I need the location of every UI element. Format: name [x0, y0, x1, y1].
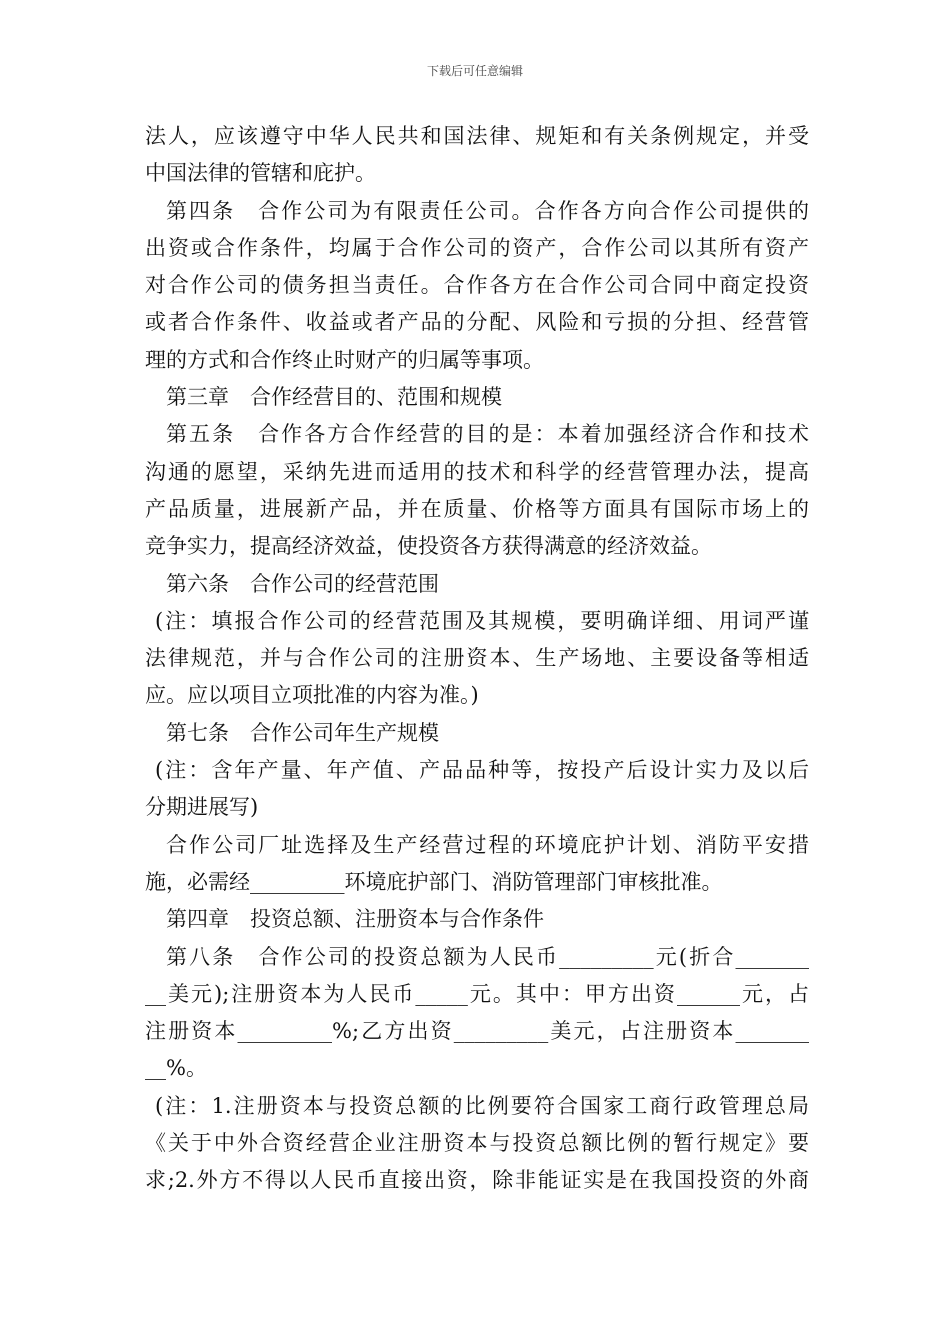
- text-line: 求;2.外方不得以人民币直接出资，除非能证实是在我国投资的外商: [145, 1168, 809, 1193]
- text-line: 《关于中外合资经营企业注册资本与投资总额比例的暂行规定》要: [145, 1131, 809, 1156]
- text-line: (注：填报合作公司的经营范围及其规模，要明确详细、用词严谨: [155, 608, 809, 633]
- text-line: __%。: [145, 1056, 207, 1081]
- text-line: 应。应以项目立项批准的内容为准。): [145, 683, 479, 708]
- page-header: 下载后可任意编辑: [426, 64, 523, 78]
- text-line: 出资或合作条件，均属于合作公司的资产，合作公司以其所有资产: [145, 235, 809, 260]
- text-line: 产品质量，进展新产品，并在质量、价格等方面具有国际市场上的: [145, 496, 809, 521]
- text-line: 沟通的愿望，采纳先进而适用的技术和科学的经营管理办法，提高: [145, 459, 809, 484]
- text-line: 竞争实力，提高经济效益，使投资各方获得满意的经济效益。: [145, 534, 712, 559]
- text-line: 第七条 合作公司年生产规模: [166, 720, 439, 745]
- text-line: 分期进展写): [145, 795, 259, 820]
- text-line: 第四章 投资总额、注册资本与合作条件: [166, 907, 544, 932]
- text-line: 第四条 合作公司为有限责任公司。合作各方向合作公司提供的: [166, 198, 809, 223]
- text-line: 理的方式和合作终止时财产的归属等事项。: [145, 347, 544, 372]
- text-line: __美元);注册资本为人民币_____元。其中：甲方出资______元，占: [145, 981, 809, 1006]
- text-line: 法律规范，并与合作公司的注册资本、生产场地、主要设备等相适: [145, 646, 809, 671]
- text-line: 注册资本_________%;乙方出资_________美元，占注册资本_______: [145, 1019, 809, 1044]
- text-line: 法人，应该遵守中华人民共和国法律、规矩和有关条例规定，并受: [145, 124, 809, 148]
- text-line: 或者合作条件、收益或者产品的分配、风险和亏损的分担、经营管: [145, 310, 809, 335]
- text-line: (注：1.注册资本与投资总额的比例要符合国家工商行政管理总局: [155, 1093, 809, 1118]
- text-line: 中国法律的管辖和庇护。: [145, 161, 376, 186]
- text-line: 第八条 合作公司的投资总额为人民币_________元(折合_______: [166, 944, 809, 969]
- text-line: 第六条 合作公司的经营范围: [166, 571, 439, 596]
- text-line: 对合作公司的债务担当责任。合作各方在合作公司合同中商定投资: [145, 273, 809, 298]
- text-line: 施，必需经_________环境庇护部门、消防管理部门审核批准。: [145, 869, 723, 894]
- text-line: 合作公司厂址选择及生产经营过程的环境庇护计划、消防平安措: [166, 832, 809, 857]
- text-line: 第五条 合作各方合作经营的目的是：本着加强经济合作和技术: [166, 422, 809, 447]
- text-line: 第三章 合作经营目的、范围和规模: [166, 385, 502, 410]
- text-line: (注：含年产量、年产值、产品品种等，按投产后设计实力及以后: [155, 758, 809, 783]
- document-body: [145, 118, 809, 1200]
